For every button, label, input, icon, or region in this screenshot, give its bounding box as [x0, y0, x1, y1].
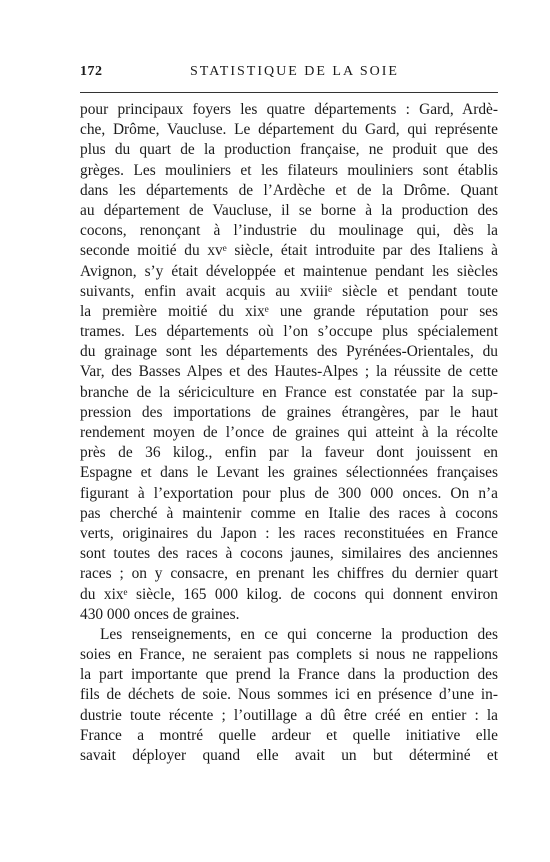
text-line: che, Drôme, Vaucluse. Le département du Gard, qui représente — [80, 121, 498, 139]
text-line: pour principaux foyers les quatre départements : Gard, Ardè- — [80, 101, 498, 118]
text-line: pression des importations de graines étrangères, par le haut — [80, 403, 498, 421]
text-line: figurant à l’exportation pour plus de 300 000 onces. On n’a — [80, 484, 498, 502]
text-line: du xixᵉ siècle, 165 000 kilog. de cocons qui donnent environ — [80, 585, 498, 603]
text-line: fils de déchets de soie. Nous sommes ici en présence d’une in- — [80, 686, 498, 704]
text-line: sont toutes des races à cocons jaunes, similaires des anciennes — [80, 545, 498, 563]
text-line: la part importante que prend la France dans la production des — [80, 666, 498, 684]
text-line: pas cherché à maintenir comme en Italie des races à cocons — [80, 504, 498, 522]
text-line: près de 36 kilog., enfin par la faveur dont jouissent en — [80, 444, 498, 462]
text-line: dans les départements de l’Ardèche et de la Drôme. Quant — [80, 181, 498, 199]
text-line: au département de Vaucluse, il se borne à la production des — [80, 201, 498, 219]
text-line: savait déployer quand elle avait un but déterminé et — [80, 747, 498, 764]
text-line: suivants, enfin avait acquis au xviiiᵉ siècle et pendant toute — [80, 282, 498, 300]
page-header — [80, 64, 498, 84]
text-line: Espagne et dans le Levant les graines sélectionnées françaises — [80, 464, 498, 482]
text-line: branche de la sériciculture en France est constatée par la sup- — [80, 383, 498, 401]
text-line: France a montré quelle ardeur et quelle initiative elle — [80, 726, 498, 744]
text-line: Var, des Basses Alpes et des Hautes-Alpes ; la réussite de cette — [80, 363, 498, 381]
text-line: trames. Les départements où l’on s’occupe plus spécialement — [80, 323, 498, 341]
text-line: cocons, renonçant à l’industrie du moulinage qui, dès la — [80, 222, 498, 240]
text-line: Les renseignements, en ce qui concerne la production des — [100, 625, 498, 643]
text-line: rendement moyen de l’once de graines qui atteint à la récolte — [80, 424, 498, 441]
paragraph-1 — [80, 100, 498, 625]
body-text — [80, 100, 498, 766]
text-line: du grainage sont les départements des Pyrénées-Orientales, du — [80, 343, 498, 361]
text-line: Avignon, s’y était développée et maintenue pendant les siècles — [80, 262, 498, 280]
text-line: 430 000 onces de graines. — [80, 605, 240, 623]
running-title: STATISTIQUE DE LA SOIE — [190, 64, 399, 79]
text-line: dustrie toute récente ; l’outillage a dû être créé en entier : la — [80, 706, 498, 724]
paragraph-2 — [80, 625, 498, 766]
header-rule — [80, 92, 498, 93]
text-line: la première moitié du xixᵉ une grande réputation pour ses — [80, 302, 498, 320]
text-line: grèges. Les mouliniers et les filateurs mouliniers sont établis — [80, 161, 498, 179]
text-line: seconde moitié du xvᵉ siècle, était introduite par des Italiens à — [80, 242, 498, 260]
text-line: plus du quart de la production française, ne produit que des — [80, 141, 498, 159]
text-line: verts, originaires du Japon : les races reconstituées en France — [80, 524, 498, 542]
text-line: races ; on y consacre, en prenant les chiffres du dernier quart — [80, 565, 498, 583]
text-line: soies en France, ne seraient pas complets si nous ne rappelions — [80, 646, 498, 664]
page-number: 172 — [80, 64, 103, 79]
